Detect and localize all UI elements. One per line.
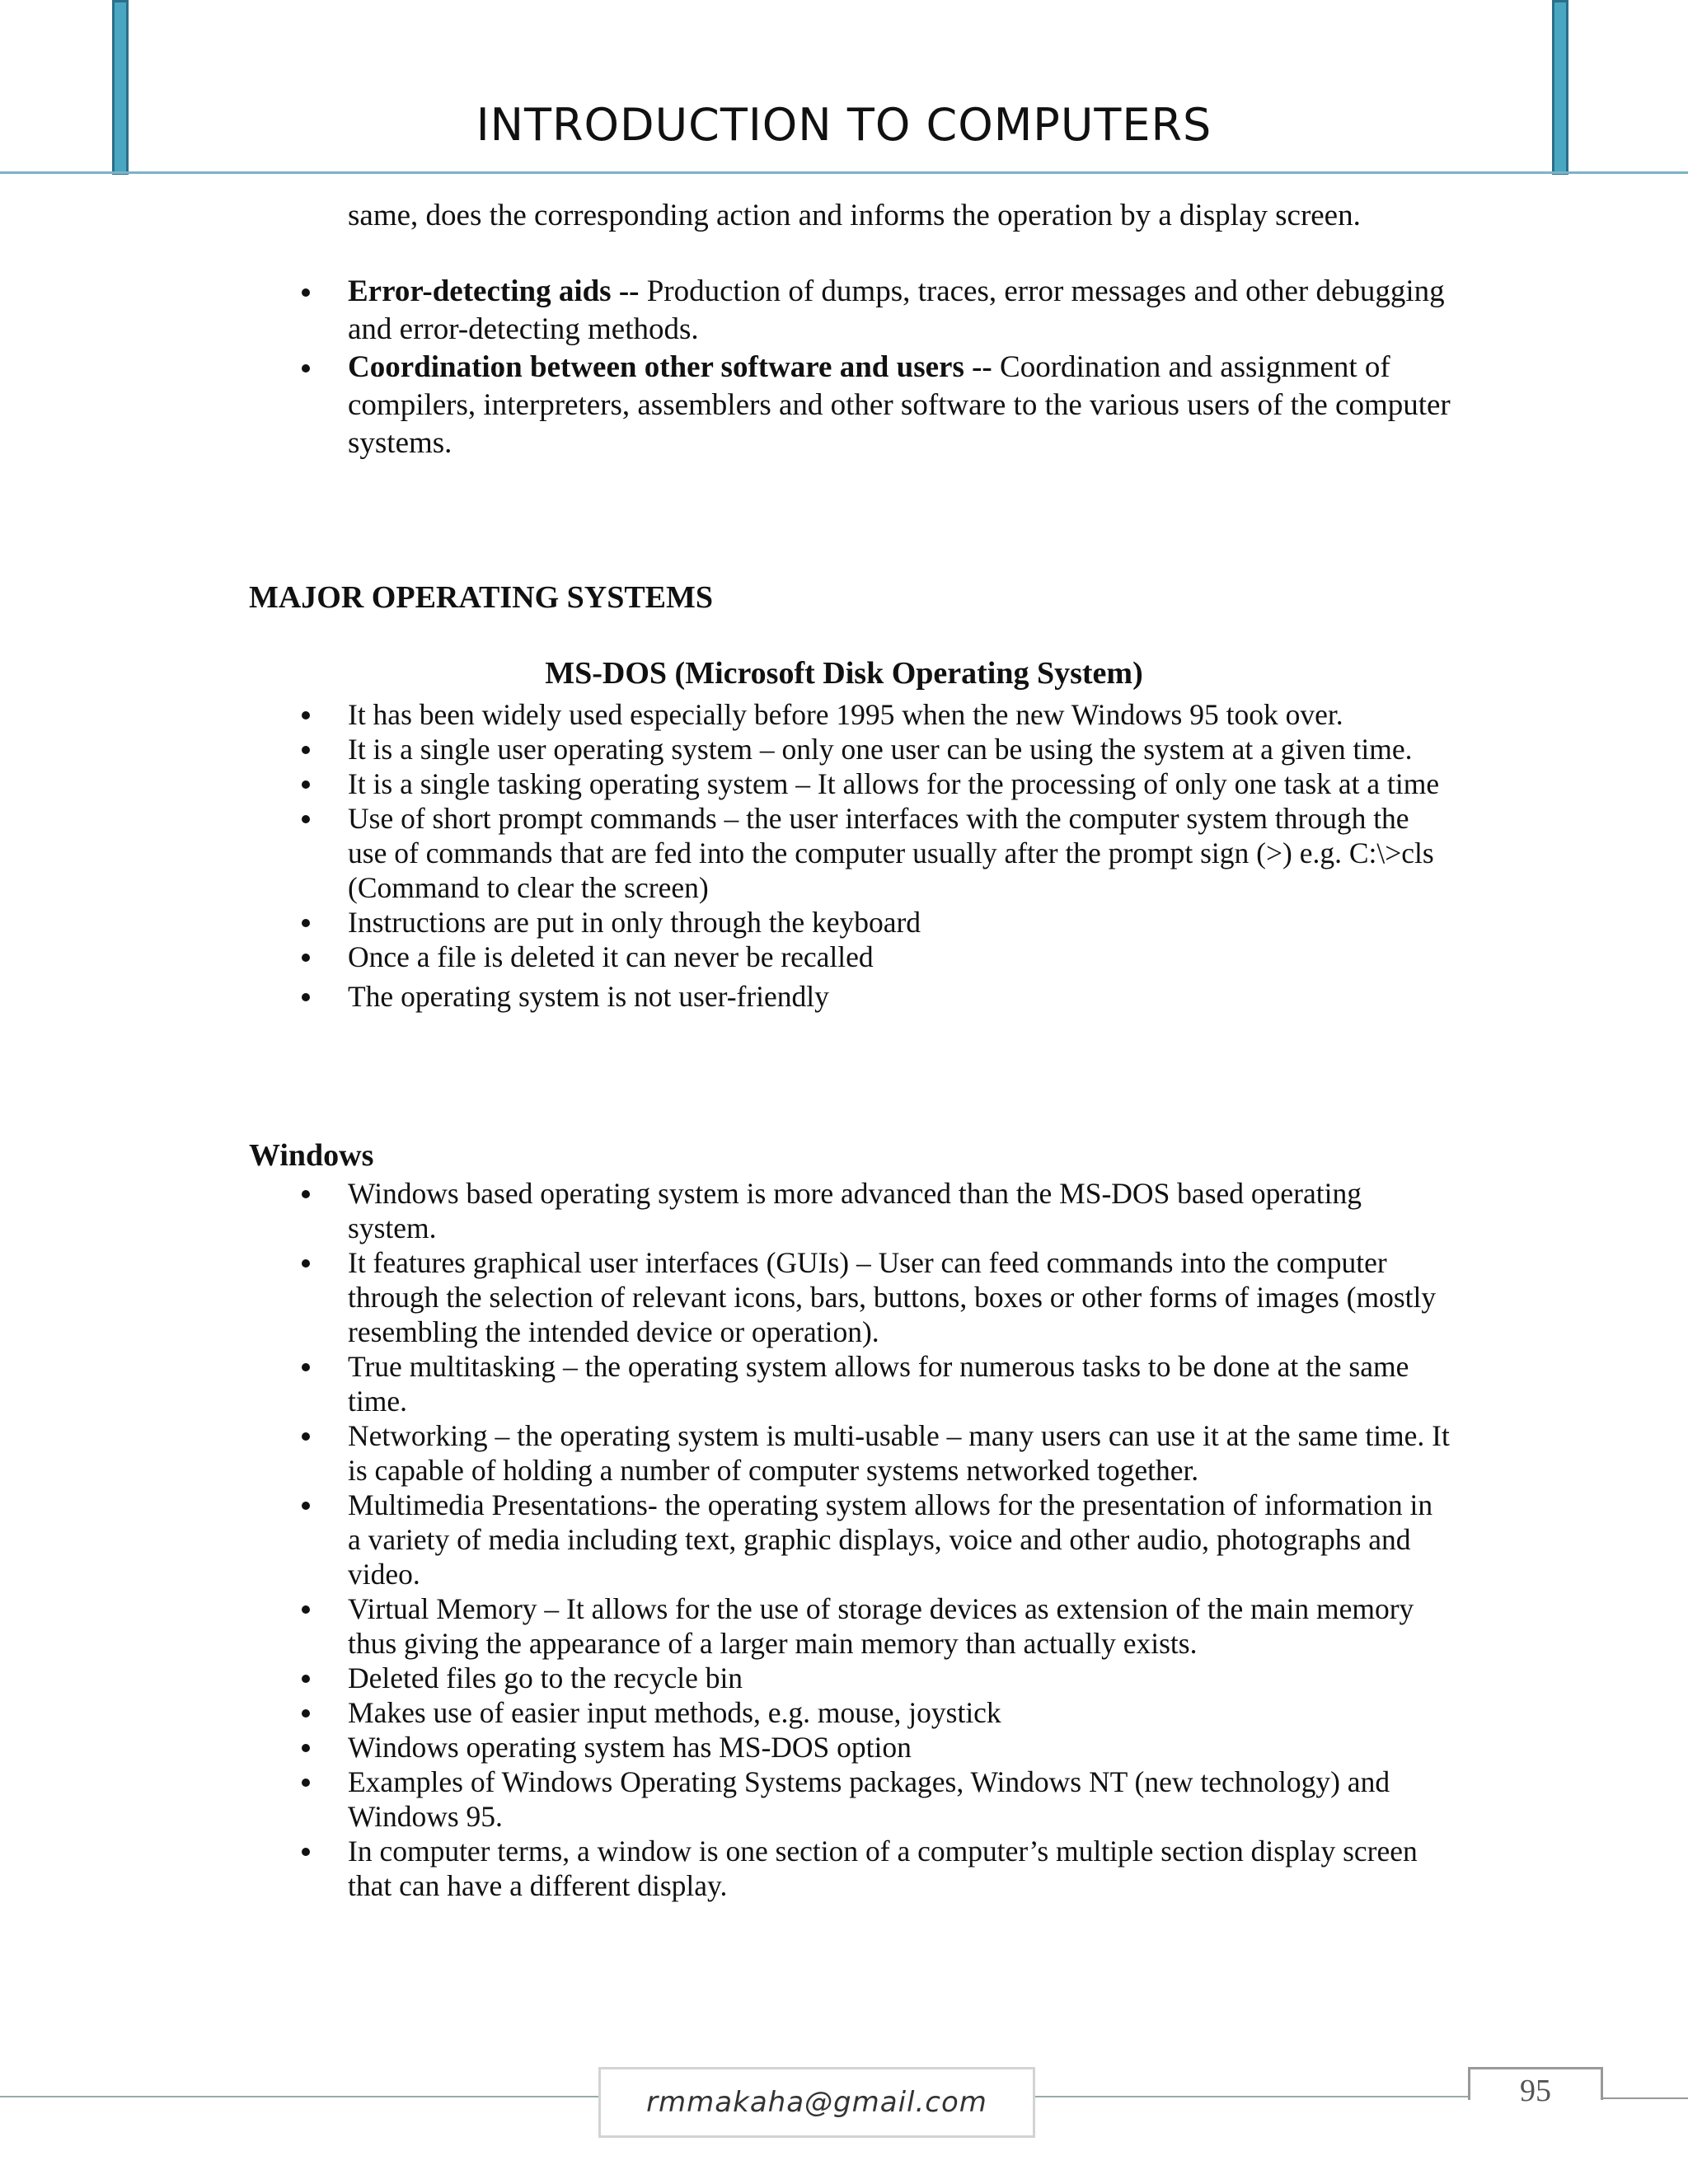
list-item xyxy=(297,273,1451,349)
item-text: Production of dumps, traces, error messages and other debugging and error-detecting methods. xyxy=(348,274,1445,346)
section-heading-msdos: MS-DOS (Microsoft Disk Operating System) xyxy=(545,656,1143,691)
footer-rule-right xyxy=(1035,2096,1468,2097)
list-item: Windows based operating system is more advanced than the MS-DOS based operating system. xyxy=(297,1176,1451,1245)
continued-list xyxy=(297,273,1451,462)
list-item: Multimedia Presentations- the operating system allows for the presentation of information in a variety of media including text, graphic displays, voice and other audio, photographs and video. xyxy=(297,1488,1451,1591)
continued-paragraph xyxy=(348,197,1452,235)
list-item: True multitasking – the operating system allows for numerous tasks to be done at the same time. xyxy=(297,1349,1451,1418)
page-number: 95 xyxy=(1520,2074,1551,2108)
footer-email: rmmakaha@gmail.com xyxy=(598,2067,1035,2138)
list-item xyxy=(297,349,1451,462)
list-item: Networking – the operating system is multi-usable – many users can use it at the same time. It is capable of holding a number of computer systems networked together. xyxy=(297,1418,1451,1488)
list-item: Windows operating system has MS-DOS option xyxy=(297,1730,1451,1765)
list-item: Examples of Windows Operating Systems packages, Windows NT (new technology) and Windows 95. xyxy=(297,1765,1451,1834)
item-text: Coordination and assignment of compilers, interpreters, assemblers and other software to the various users of the computer systems. xyxy=(348,350,1451,460)
list-item: Deleted files go to the recycle bin xyxy=(297,1661,1451,1695)
list-item: Virtual Memory – It allows for the use of storage devices as extension of the main memory thus giving the appearance of a larger main memory than actually exists. xyxy=(297,1591,1451,1661)
list-item: It has been widely used especially before 1995 when the new Windows 95 took over. xyxy=(297,697,1451,732)
section-heading-windows: Windows xyxy=(249,1138,374,1173)
list-item: Once a file is deleted it can never be recalled xyxy=(297,940,1451,974)
list-item: Makes use of easier input methods, e.g. mouse, joystick xyxy=(297,1695,1451,1730)
list-item: It is a single user operating system – only one user can be using the system at a given time. xyxy=(297,732,1451,766)
list-item: It is a single tasking operating system – It allows for the processing of only one task at a time xyxy=(297,766,1451,801)
header-rule xyxy=(0,171,1688,174)
item-term: Error-detecting aids -- xyxy=(348,274,647,308)
windows-list xyxy=(297,1176,1451,1903)
list-item: The operating system is not user-friendly xyxy=(297,979,1451,1014)
section-heading-major: MAJOR OPERATING SYSTEMS xyxy=(249,580,714,615)
list-item: Use of short prompt commands – the user interfaces with the computer system through the use of commands that are fed into the computer usually after the prompt sign (>) e.g. C:\>cls (Command to clear the screen) xyxy=(297,801,1451,905)
continued-lead: same, does the corresponding action and informs the operation by a display screen. xyxy=(348,199,1361,232)
page-title: INTRODUCTION TO COMPUTERS xyxy=(476,99,1212,151)
page-number-rule xyxy=(1603,2097,1688,2099)
footer-rule-left xyxy=(0,2096,598,2097)
list-item: Instructions are put in only through the keyboard xyxy=(297,905,1451,940)
list-item: In computer terms, a window is one section of a computer’s multiple section display screen that can have a different display. xyxy=(297,1834,1451,1903)
list-item: It features graphical user interfaces (GUIs) – User can feed commands into the computer through the selection of relevant icons, bars, buttons, boxes or other forms of images (mostly resembling the intended device or operation). xyxy=(297,1245,1451,1349)
msdos-list xyxy=(297,697,1451,1014)
item-term: Coordination between other software and users -- xyxy=(348,350,1001,384)
